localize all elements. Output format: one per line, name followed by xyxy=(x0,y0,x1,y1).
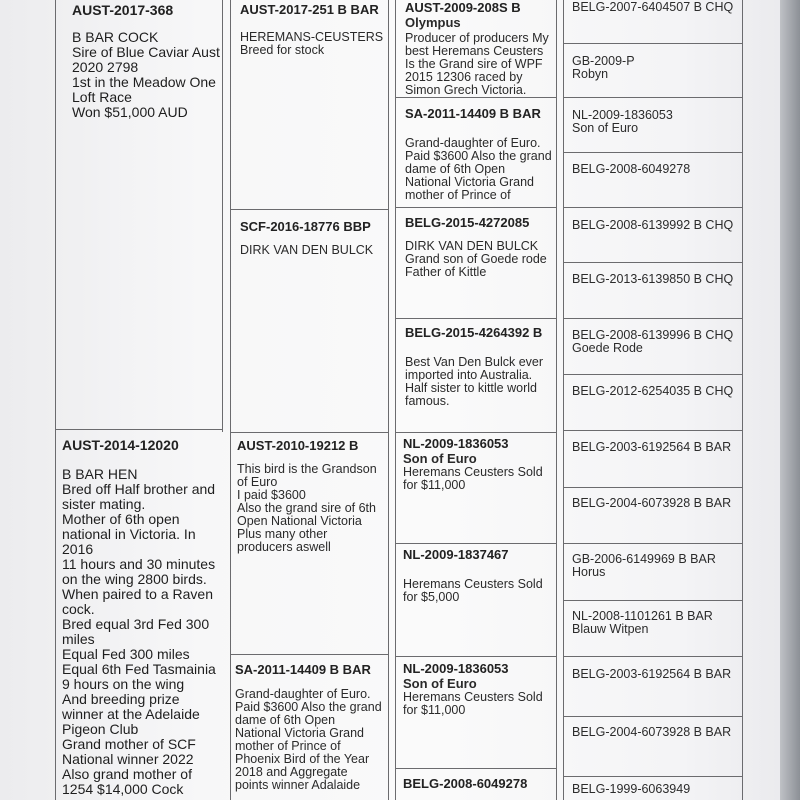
text-line: National Victoria Grand xyxy=(405,175,535,189)
hline-col4-9 xyxy=(563,487,742,488)
text-line: dame of 6th Open xyxy=(405,162,506,176)
hline-col3-d xyxy=(395,432,556,433)
col1-bottom-line: 9 hours on the wing xyxy=(62,676,185,692)
vline-6 xyxy=(556,0,557,800)
col4-cell-14 xyxy=(572,726,740,739)
col4-ring: BELG-2007-6404507 B CHQ xyxy=(572,0,734,14)
text-line: Half sister to kittle world xyxy=(405,381,537,395)
col3-cell-5-text xyxy=(403,466,553,492)
col4-note: Blauw Witpen xyxy=(572,622,649,636)
text-line: for $11,000 xyxy=(403,478,466,492)
col3-cell-6 xyxy=(403,547,553,604)
col1-bottom-lines xyxy=(62,467,222,797)
hline-col4-2 xyxy=(563,97,742,98)
col4-note: Robyn xyxy=(572,67,609,81)
col3-cell-5-ring: NL-2009-1836053 xyxy=(403,436,509,451)
col3-cell-2-text xyxy=(405,137,553,202)
col3-cell-1 xyxy=(405,0,553,97)
col3-cell-2 xyxy=(405,106,553,202)
hline-col2-b xyxy=(230,432,388,433)
col1-bottom-line: 2016 xyxy=(62,541,94,557)
col1-bottom-line: And breeding prize xyxy=(62,691,180,707)
text-line: Best Van Den Bulck ever xyxy=(405,355,544,369)
col1-bottom-line: Equal Fed 300 miles xyxy=(62,646,190,662)
col3-cell-8 xyxy=(403,776,553,791)
col1-top-line: Sire of Blue Caviar Aust 2020 2798 xyxy=(72,44,220,75)
col4-note: Horus xyxy=(572,565,606,579)
col1-bottom-line: B BAR HEN xyxy=(62,466,138,482)
col1-bottom-line: winner at the Adelaide xyxy=(62,706,200,722)
hline-col4-4 xyxy=(563,207,742,208)
hline-col4-12 xyxy=(563,656,742,657)
vline-5 xyxy=(395,0,396,800)
col1-bottom-line: National winner 2022 xyxy=(62,751,194,767)
col4-ring: GB-2006-6149969 B BAR xyxy=(572,552,716,566)
col4-cell-6 xyxy=(572,273,740,286)
text-line: Phoenix Bird of the Year xyxy=(235,752,370,766)
text-line: Grand-daughter of Euro. xyxy=(405,136,541,150)
vline-8 xyxy=(742,0,743,800)
col4-cell-3 xyxy=(572,109,740,135)
hline-col4-5 xyxy=(563,262,742,263)
col1-bottom-line: cock. xyxy=(62,601,95,617)
col3-cell-1-ring: AUST-2009-208S B xyxy=(405,0,521,15)
col3-cell-5 xyxy=(403,436,553,492)
col1-bottom-line: Equal 6th Fed Tasmainia xyxy=(62,661,216,677)
hline-col3-g xyxy=(395,768,556,769)
col2-cell-3 xyxy=(237,438,385,554)
vline-1 xyxy=(55,0,56,800)
col4-ring: BELG-2013-6139850 B CHQ xyxy=(572,272,734,286)
col1-bottom-line: 11 hours and 30 minutes xyxy=(62,556,216,572)
col1-bottom-line: 1254 $14,000 Cock xyxy=(62,781,184,797)
col2-cell-1 xyxy=(240,2,385,57)
col2-cell-2-text xyxy=(240,244,385,257)
vline-7 xyxy=(563,0,564,800)
hline-col4-1 xyxy=(563,43,742,44)
hline-col4-14 xyxy=(563,776,742,777)
text-line: famous. xyxy=(405,394,450,408)
col4-ring: NL-2008-1101261 B BAR xyxy=(572,609,713,623)
hline-col3-b xyxy=(395,207,556,208)
col3-cell-7-name: Son of Euro xyxy=(403,676,477,691)
vline-3 xyxy=(230,0,231,800)
hline-col4-3 xyxy=(563,152,742,153)
text-line: Is the Grand sire of WPF xyxy=(405,57,543,71)
col4-ring: BELG-2008-6139996 B CHQ xyxy=(572,328,734,342)
col2-cell-4 xyxy=(235,662,385,792)
col1-top-line: 1st in the Meadow One xyxy=(72,74,216,90)
col1-bottom-line: Also grand mother of xyxy=(62,766,192,782)
col4-ring: BELG-2012-6254035 B CHQ xyxy=(572,384,734,398)
hline-col4-10 xyxy=(563,543,742,544)
col2-cell-4-ring: SA-2011-14409 B BAR xyxy=(235,662,371,677)
hline-col4-13 xyxy=(563,716,742,717)
text-line: producers aswell xyxy=(237,540,331,554)
text-line: DIRK VAN DEN BULCK xyxy=(240,243,374,257)
col3-cell-3 xyxy=(405,215,553,279)
text-line: of Euro xyxy=(237,475,278,489)
col4-ring: GB-2009-P xyxy=(572,54,635,68)
col1-top-ring: AUST-2017-368 xyxy=(72,2,174,18)
col4-note: Son of Euro xyxy=(572,121,639,135)
col1-bottom-line: When paired to a Raven xyxy=(62,586,213,602)
col4-cell-12 xyxy=(572,610,740,636)
col4-cell-9 xyxy=(572,441,740,454)
text-line: Simon Grech Victoria. xyxy=(405,83,527,97)
col3-cell-4-ring: BELG-2015-4264392 B xyxy=(405,325,543,340)
hline-col3-c xyxy=(395,318,556,319)
col3-cell-1-text xyxy=(405,32,553,97)
col3-cell-6-ring: NL-2009-1837467 xyxy=(403,547,509,562)
col4-ring: BELG-2008-6139992 B CHQ xyxy=(572,218,734,232)
col4-cell-5 xyxy=(572,219,740,232)
col4-ring: BELG-1999-6063949 xyxy=(572,782,691,796)
text-line: Grand-daughter of Euro. xyxy=(235,687,371,701)
hline-col3-f xyxy=(395,656,556,657)
col1-bottom-line: miles xyxy=(62,631,95,647)
col2-cell-2 xyxy=(240,219,385,257)
col4-cell-4 xyxy=(572,163,740,176)
col2-cell-2-ring: SCF-2016-18776 BBP xyxy=(240,219,371,234)
paper-edge-shadow xyxy=(780,0,800,800)
text-line: points winner Adalaide xyxy=(235,778,361,792)
text-line: best Heremans Ceusters xyxy=(405,44,544,58)
text-line: Father of Kittle xyxy=(405,265,487,279)
col4-ring: BELG-2004-6073928 B BAR xyxy=(572,496,732,510)
col3-cell-8-ring: BELG-2008-6049278 xyxy=(403,776,528,791)
vline-2 xyxy=(222,0,223,432)
text-line: imported into Australia. xyxy=(405,368,533,382)
text-line: dame of 6th Open xyxy=(235,713,336,727)
text-line: mother of Prince of xyxy=(235,739,341,753)
col3-cell-7 xyxy=(403,661,553,717)
col1-top-cell xyxy=(72,0,222,120)
col4-ring: NL-2009-1836053 xyxy=(572,108,673,122)
col4-ring: BELG-2008-6049278 xyxy=(572,162,691,176)
col4-cell-8 xyxy=(572,385,740,398)
hline-col1 xyxy=(55,429,222,430)
hline-col2-c xyxy=(230,654,388,655)
col1-bottom-line: Grand mother of SCF xyxy=(62,736,196,752)
text-line: Paid $3600 Also the grand xyxy=(405,149,552,163)
col3-cell-2-ring: SA-2011-14409 B BAR xyxy=(405,106,541,121)
text-line: 2018 and Aggregate xyxy=(235,765,348,779)
col4-cell-2 xyxy=(572,55,740,81)
col3-cell-6-text xyxy=(403,578,553,604)
text-line: Plus many other xyxy=(237,527,328,541)
text-line: Heremans Ceusters Sold xyxy=(403,690,543,704)
hline-col4-7 xyxy=(563,374,742,375)
col4-ring: BELG-2003-6192564 B BAR xyxy=(572,667,732,681)
col3-cell-3-ring: BELG-2015-4272085 xyxy=(405,215,530,230)
col1-top-line: Won $51,000 AUD xyxy=(72,104,188,120)
text-line: Also the grand sire of 6th xyxy=(237,501,376,515)
col1-top-line: Loft Race xyxy=(72,89,132,105)
col1-bottom-ring: AUST-2014-12020 xyxy=(62,437,179,453)
hline-col4-6 xyxy=(563,318,742,319)
col1-top-lines xyxy=(72,30,222,120)
col2-cell-3-text xyxy=(237,463,385,554)
col1-top-line: B BAR COCK xyxy=(72,29,159,45)
col4-ring: BELG-2003-6192564 B BAR xyxy=(572,440,732,454)
hline-col2-a xyxy=(230,209,388,210)
text-line: Open National Victoria xyxy=(237,514,362,528)
col3-cell-4-text xyxy=(405,356,553,408)
text-line: Grand son of Goede rode xyxy=(405,252,547,266)
col1-bottom-cell xyxy=(62,437,222,797)
text-line: National Victoria Grand xyxy=(235,726,365,740)
text-line: Heremans Ceusters Sold xyxy=(403,465,543,479)
hline-col4-11 xyxy=(563,600,742,601)
col3-cell-7-text xyxy=(403,691,553,717)
text-line: DIRK VAN DEN BULCK xyxy=(405,239,539,253)
col2-cell-1-text xyxy=(240,31,385,57)
hline-col3-e xyxy=(395,543,556,544)
col2-cell-3-ring: AUST-2010-19212 B xyxy=(237,438,359,453)
text-line: Producer of producers My xyxy=(405,31,549,45)
col4-note: Goede Rode xyxy=(572,341,643,355)
text-line: 2015 12306 raced by xyxy=(405,70,523,84)
col1-bottom-line: sister mating. xyxy=(62,496,146,512)
col1-bottom-line: national in Victoria. In xyxy=(62,526,196,542)
hline-col3-a xyxy=(395,97,556,98)
col4-cell-7 xyxy=(572,329,740,355)
col2-cell-4-text xyxy=(235,688,385,792)
col4-ring: BELG-2004-6073928 B BAR xyxy=(572,725,732,739)
text-line: Paid $3600 Also the grand xyxy=(235,700,382,714)
text-line: This bird is the Grandson xyxy=(237,462,377,476)
col1-bottom-line: Bred equal 3rd Fed 300 xyxy=(62,616,210,632)
col1-bottom-line: Bred off Half brother and xyxy=(62,481,216,497)
col3-cell-7-ring: NL-2009-1836053 xyxy=(403,661,509,676)
text-line: for $11,000 xyxy=(403,703,466,717)
col4-cell-1 xyxy=(572,1,740,14)
col4-cell-11 xyxy=(572,553,740,579)
col4-cell-15 xyxy=(572,783,740,796)
hline-col4-8 xyxy=(563,430,742,431)
col3-cell-5-name: Son of Euro xyxy=(403,451,477,466)
text-line: HEREMANS-CEUSTERS xyxy=(240,30,384,44)
text-line: mother of Prince of xyxy=(405,188,511,202)
col4-cell-13 xyxy=(572,668,740,681)
col3-cell-3-text xyxy=(405,240,553,279)
col1-bottom-line: Pigeon Club xyxy=(62,721,139,737)
col1-bottom-line: on the wing 2800 birds. xyxy=(62,571,207,587)
col3-cell-4 xyxy=(405,325,553,408)
col1-bottom-line: Mother of 6th open xyxy=(62,511,180,527)
vline-4 xyxy=(388,0,389,800)
col3-cell-1-name: Olympus xyxy=(405,15,461,30)
col2-cell-1-ring: AUST-2017-251 B BAR xyxy=(240,2,379,17)
text-line: for $5,000 xyxy=(403,590,460,604)
text-line: I paid $3600 xyxy=(237,488,306,502)
text-line: Heremans Ceusters Sold xyxy=(403,577,543,591)
col4-cell-10 xyxy=(572,497,740,510)
text-line: Breed for stock xyxy=(240,43,325,57)
